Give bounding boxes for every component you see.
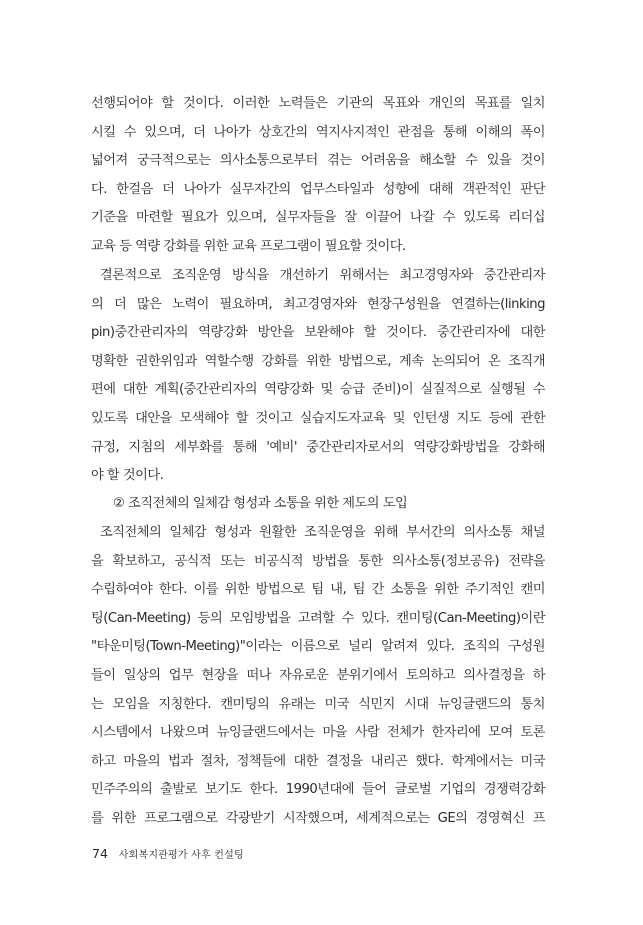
text-line: 수립하여야 한다. 이를 위한 방법으로 팀 내, 팀 간 소통을 위한 주기적인 캔미 xyxy=(91,582,545,598)
text-line: 들이 일상의 업무 현장을 떠나 자유로운 분위기에서 토의하고 의사결정을 하 xyxy=(91,667,545,683)
text-line: 선행되어야 할 것이다. 이러한 노력들은 기관의 목표와 개인의 목표를 일치 xyxy=(91,96,545,111)
text-line: 결론적으로 조직운영 방식을 개선하기 위해서는 최고경영자와 중간관리자 xyxy=(100,268,545,283)
page-footer xyxy=(92,846,244,861)
text-line: 하고 마을의 법과 절차, 정책들에 대한 결정을 내리곤 했다. 학계에서는 미국 xyxy=(91,753,545,769)
section-heading: ② 조직전체의 일체감 형성과 소통을 위한 제도의 도입 xyxy=(113,496,408,511)
paragraph-1 xyxy=(91,96,545,268)
text-line: 민주주의의 출발로 보기도 한다. 1990년대에 들어 글로벌 기업의 경쟁력강화 xyxy=(91,782,545,798)
text-line: 편에 대한 계획(중간관리자의 역량강화 및 승급 준비)이 실질적으로 실행될 수 xyxy=(91,382,545,398)
text-line: 다. 한걸음 더 나아가 실무자간의 업무스타일과 성향에 대해 객관적인 판단 xyxy=(91,181,545,197)
paragraph-3 xyxy=(91,525,545,840)
text-line: 기준을 마련할 필요가 있으며, 실무자들을 잘 이끌어 나갈 수 있도록 리더십 xyxy=(91,210,545,226)
text-line: 규정, 지침의 세부화를 통해 '예비' 중간관리자로서의 역량강화방법을 강화해 xyxy=(91,439,545,455)
running-title: 사회복지관평가 사후 컨설팅 xyxy=(118,850,244,861)
text-line: 시킬 수 있으며, 더 나아가 상호간의 역지사지적인 관점을 통해 이해의 폭이 xyxy=(91,124,545,140)
text-line: 을 확보하고, 공식적 또는 비공식적 방법을 통한 의사소통(정보공유) 전략을 xyxy=(91,553,545,569)
text-line: pin)중간관리자의 역량강화 방안을 보완해야 할 것이다. 중간관리자에 대한 xyxy=(91,325,545,341)
text-line: "타운미팅(Town-Meeting)"이라는 이름으로 널리 알려져 있다. 조직의 구성원 xyxy=(91,639,545,655)
text-line: 는 모임을 지칭한다. 캔미팅의 유래는 미국 식민지 시대 뉴잉글랜드의 통치 xyxy=(91,696,545,712)
text-line: 야 할 것이다. xyxy=(91,468,164,484)
text-line: 시스템에서 나왔으며 뉴잉글랜드에서는 마을 사람 전체가 한자리에 모여 토론 xyxy=(91,725,545,741)
text-line: 있도록 대안을 모색해야 할 것이고 실습지도자교육 및 인턴생 지도 등에 관한 xyxy=(91,410,545,426)
paragraph-2 xyxy=(91,268,545,497)
page-number: 74 xyxy=(92,846,108,861)
text-line: 조직전체의 일체감 형성과 원활한 조직운영을 위해 부서간의 의사소통 채널 xyxy=(100,525,545,540)
text-line: 교육 등 역량 강화를 위한 교육 프로그램이 필요할 것이다. xyxy=(91,238,406,254)
section-heading-block xyxy=(91,496,545,525)
text-line: 의 더 많은 노력이 필요하며, 최고경영자와 현장구성원을 연결하는(linking xyxy=(91,296,545,312)
text-line: 명확한 권한위임과 역할수행 강화를 위한 방법으로, 계속 논의되어 온 조직개 xyxy=(91,353,545,369)
text-line: 팅(Can-Meeting) 등의 모임방법을 고려할 수 있다. 캔미팅(Can-Meeting)이란 xyxy=(91,610,545,626)
text-line: 넓어져 궁극적으로는 의사소통으로부터 겪는 어려움을 해소할 수 있을 것이 xyxy=(91,153,545,169)
text-line: 를 위한 프로그램으로 각광받기 시작했으며, 세계적으로는 GE의 경영혁신 프 xyxy=(91,810,545,826)
